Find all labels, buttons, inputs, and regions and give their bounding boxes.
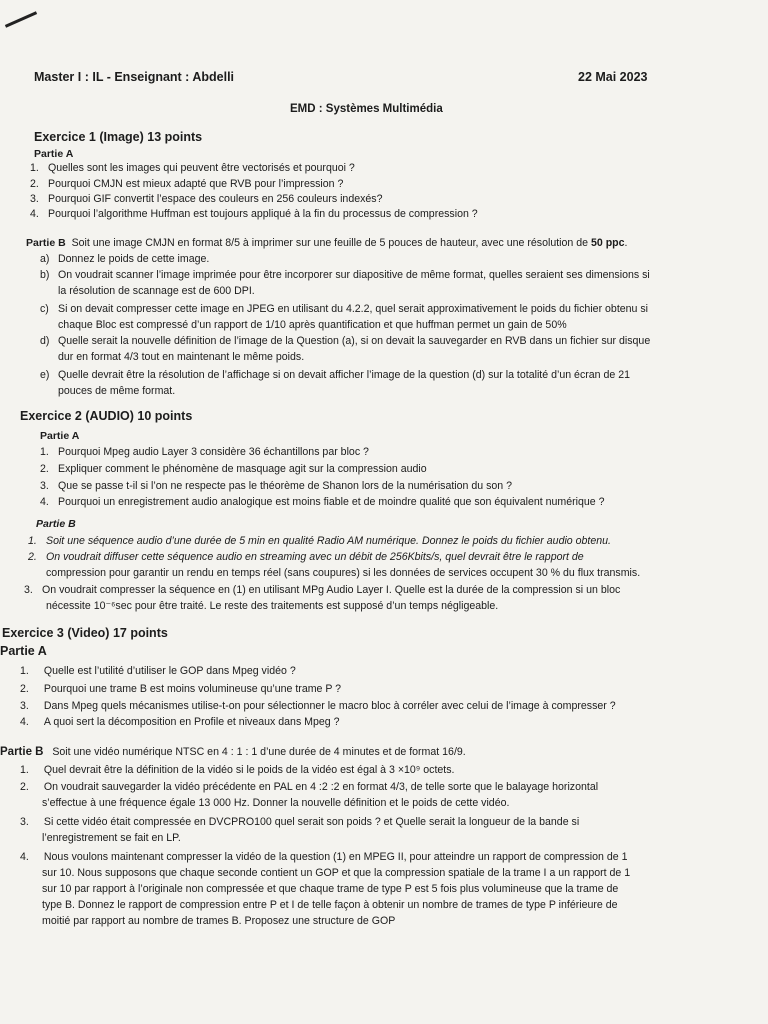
ex2-partB-item-cont: compression pour garantir un rendu en temps réel (sans coupures) si les données de services occupent 30 % du flux transmis. — [46, 567, 641, 579]
ex3-partB-item-cont: type B. Donnez le rapport de compression entre P et I de telle façon à obtenir un nombre de trames de type P inférieure de — [42, 899, 618, 911]
ex2-partB-label: Partie B — [36, 518, 76, 530]
ex1-partB-item: b) On voudrait scanner l’image imprimée pour être incorporer sur diapositive de même format, quelles seraient ses dimensions si — [40, 269, 650, 281]
ex3-partB-item: 4. Nous voulons maintenant compresser la vidéo de la question (1) en MPEG II, pour atteindre un rapport de compression de 1 — [20, 851, 628, 863]
ex2-partA-item: 4. Pourquoi un enregistrement audio analogique est moins fiable et de moindre qualité que son équivalent numérique ? — [40, 496, 605, 508]
ex3-partB-item-cont: sur 10 par rapport à l’originale non compressée et que chaque trame de type P est 5 fois plus volumineuse que la trame de — [42, 883, 619, 895]
ex1-partB-item-cont: chaque Bloc est compressé d’un rapport de 1/10 après quantification et que huffman permet un gain de 50% — [58, 319, 567, 331]
ex2-partB-item-cont: nécessite 10⁻⁶sec pour être traité. Le reste des traitements est supposé d’un temps négligeable. — [46, 600, 499, 612]
ex3-partB-item: 3. Si cette vidéo était compressée en DVCPRO100 quel serait son poids ? et Quelle serait la longueur de la bande si — [20, 816, 580, 828]
ex3-partA-item: 2. Pourquoi une trame B est moins volumineuse qu’une trame P ? — [20, 683, 342, 695]
ex2-partA-item: 2. Expliquer comment le phénomène de masquage agit sur la compression audio — [40, 463, 427, 475]
ex3-partB-item-cont: moitié par rapport au nombre de trames B. Proposez une structure de GOP — [42, 915, 396, 927]
ex3-partA-item: 4. A quoi sert la décomposition en Profile et niveaux dans Mpeg ? — [20, 716, 340, 728]
ex1-partB-item-cont: dur en format 4/3 tout en maintenant le même poids. — [58, 351, 305, 363]
ex1-partB-intro: Partie B Soit une image CMJN en format 8/5 à imprimer sur une feuille de 5 pouces de hauteur, avec une résolution de 50 ppc. — [26, 237, 628, 249]
ex2-partB-item: 1. Soit une séquence audio d’une durée de 5 min en qualité Radio AM numérique. Donnez le poids du fichier audio obtenu. — [28, 535, 611, 547]
exercise-1-title: Exercice 1 (Image) 13 points — [34, 130, 203, 144]
ex3-partA-item: 1. Quelle est l’utilité d’utiliser le GOP dans Mpeg vidéo ? — [20, 665, 296, 677]
ex3-partB-item-cont: s’effectue à une fréquence égale 13 000 Hz. Donner la nouvelle définition et le poids de cette vidéo. — [42, 797, 510, 809]
ex1-partA-item: 4. Pourquoi l’algorithme Huffman est toujours appliqué à la fin du processus de compression ? — [30, 208, 478, 220]
exercise-2-title: Exercice 2 (AUDIO) 10 points — [20, 409, 193, 423]
course-header: Master I : IL - Enseignant : Abdelli — [34, 70, 235, 84]
ex1-partA-item: 3. Pourquoi GIF convertit l’espace des couleurs en 256 couleurs indexés? — [30, 193, 383, 205]
ex3-partB-item-cont: sur 10. Nous supposons que chaque seconde contient un GOP et que la compression spatiale de la trame I a un rapport de 1 — [42, 867, 631, 879]
ex3-partB-intro: Partie B Soit une vidéo numérique NTSC en 4 : 1 : 1 d’une durée de 4 minutes et de format 16/9. — [0, 746, 466, 758]
ex2-partA-label: Partie A — [40, 430, 80, 442]
ex1-partB-item: d) Quelle serait la nouvelle définition de l’image de la Question (a), si on devait la sauvegarder en RVB dans un fichier sur disque — [40, 335, 651, 347]
ex1-partB-item-cont: pouces de même format. — [58, 385, 176, 397]
ex1-partB-item: c) Si on devait compresser cette image en JPEG en utilisant du 4.2.2, quel serait approximativement le poids du fichier obtenu si — [40, 303, 649, 315]
ex1-partB-item: a) Donnez le poids de cette image. — [40, 253, 210, 265]
ex1-partA-item: 1. Quelles sont les images qui peuvent être vectorisés et pourquoi ? — [30, 162, 355, 174]
exercise-3-title: Exercice 3 (Video) 17 points — [2, 626, 168, 640]
ex3-partA-label: Partie A — [0, 644, 47, 658]
ex1-partA-item: 2. Pourquoi CMJN est mieux adapté que RVB pour l’impression ? — [30, 178, 344, 190]
ex2-partB-item: 3. On voudrait compresser la séquence en (1) en utilisant MPg Audio Layer I. Quelle est la durée de la compression si un bloc — [24, 584, 621, 596]
pen-mark — [5, 11, 37, 28]
exam-title: EMD : Systèmes Multimédia — [290, 103, 443, 115]
ex3-partB-item-cont: l’enregistrement se fait en LP. — [42, 832, 181, 844]
ex3-partB-item: 1. Quel devrait être la définition de la vidéo si le poids de la vidéo est égal à 3 ×10⁹ octets. — [20, 764, 455, 776]
ex2-partA-item: 3. Que se passe t-il si l’on ne respecte pas le théorème de Shanon lors de la numérisation du son ? — [40, 480, 513, 492]
ex1-partB-item: e) Quelle devrait être la résolution de l’affichage si on devait afficher l’image de la question (d) sur la totalité d’un écran de 21 — [40, 369, 631, 381]
ex1-partA-label: Partie A — [34, 148, 74, 160]
ex2-partA-item: 1. Pourquoi Mpeg audio Layer 3 considère 36 échantillons par bloc ? — [40, 446, 369, 458]
ex2-partB-item: 2. On voudrait diffuser cette séquence audio en streaming avec un débit de 256Kbits/s, quel devrait être le rapport de — [28, 551, 584, 563]
exam-date: 22 Mai 2023 — [578, 70, 648, 84]
ex3-partB-item: 2. On voudrait sauvegarder la vidéo précédente en PAL en 4 :2 :2 en format 4/3, de telle sorte que le balayage horizontal — [20, 781, 599, 793]
ex3-partA-item: 3. Dans Mpeg quels mécanismes utilise-t-on pour sélectionner le macro bloc à corréler avec celui de l’image à compresser ? — [20, 700, 616, 712]
ex1-partB-item-cont: la résolution de scannage est de 600 DPI. — [58, 285, 255, 297]
